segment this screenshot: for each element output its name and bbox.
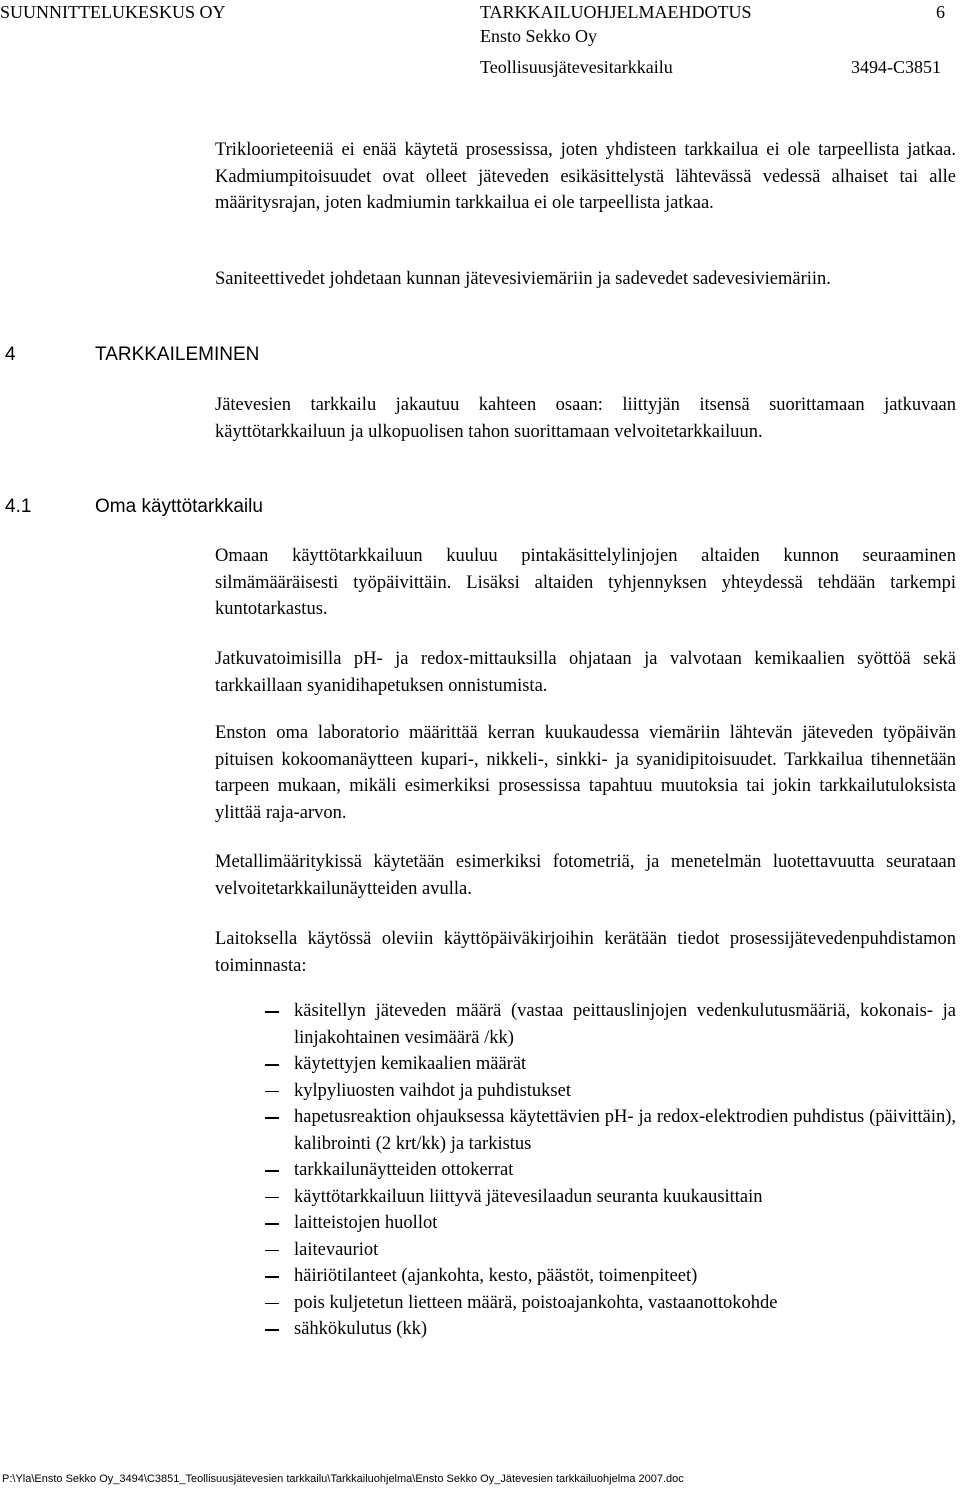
paragraph-ph-redox: Jatkuvatoimisilla pH- ja redox-mittauksilla ohjataan ja valvotaan kemikaalien syöttöä sekä tarkkaillaan syanidihapetuksen onnistumista. (215, 649, 956, 696)
dash-bullet-icon (265, 1223, 279, 1225)
list-item: tarkkailunäytteiden ottokerrat (215, 1157, 956, 1184)
list-item: pois kuljetetun lietteen määrä, poistoajankohta, vastaanottokohde (215, 1290, 956, 1317)
subject-line: Teollisuusjätevesitarkkailu (480, 57, 673, 77)
section-heading-4 (5, 343, 259, 367)
page-number: 6 (936, 2, 945, 22)
org-name: SUUNNITTELUKESKUS OY (0, 2, 226, 22)
section-title: Oma käyttötarkkailu (95, 496, 263, 517)
dash-bullet-icon (265, 1197, 279, 1199)
file-path-footer: P:\Yla\Ensto Sekko Oy_3494\C3851_Teollisuusjätevesien tarkkailu\Tarkkailuohjelma\Ensto Sekko Oy_Jätevesien tarkkailuohjelma 2007.doc (2, 1473, 684, 1485)
section-title: TARKKAILEMINEN (95, 344, 260, 365)
logbook-items-list (215, 998, 956, 1343)
section-heading-4-1 (5, 495, 263, 519)
paragraph-monitoring-split: Jätevesien tarkkailu jakautuu kahteen osaan: liittyjän itsensä suorittamaan jatkuvaan käyttötarkkailuun ja ulkopuolisen tahon suorittamaan velvoitetarkkailuun. (215, 395, 956, 442)
section-number: 4.1 (5, 496, 32, 517)
section-number: 4 (5, 344, 16, 365)
dash-bullet-icon (265, 1011, 279, 1013)
paragraph-metal-analysis: Metallimääritykissä käytetään esimerkiksi fotometriä, ja menetelmän luotettavuutta seurataan velvoitetarkkailunäytteiden avulla. (215, 852, 956, 899)
list-item: käyttötarkkailuun liittyvä jätevesilaadun seuranta kuukausittain (215, 1184, 956, 1211)
dash-bullet-icon (265, 1276, 279, 1278)
list-item: käsitellyn jäteveden määrä (vastaa peittauslinjojen vedenkulutusmääriä, kokonais- ja linjakohtainen vesimäärä /kk) (215, 998, 956, 1051)
list-item: laitteistojen huollot (215, 1210, 956, 1237)
list-item: sähkökulutus (kk) (215, 1316, 956, 1343)
paragraph-own-monitoring: Omaan käyttötarkkailuun kuuluu pintakäsittelylinjojen altaiden kunnon seuraaminen silmämääräisesti työpäivittäin. Lisäksi altaiden tyhjennyksen yhteydessä tehdään tarkempi kuntotarkastus. (215, 546, 956, 619)
paragraph-trichloroethylene: Trikloorieteeniä ei enää käytetä prosessissa, joten yhdisteen tarkkailua ei ole tarpeellista jatkaa. Kadmiumpitoisuudet ovat olleet jäteveden esikäsittelystä lähtevässä vedessä alhaiset tai alle määritysrajan, joten kadmiumin tarkkailua ei ole tarpeellista jatkaa. (215, 140, 956, 213)
list-item: laitevauriot (215, 1237, 956, 1264)
paragraph-laboratory: Enston oma laboratorio määrittää kerran kuukaudessa viemäriin lähtevän jäteveden työpäivän pituisen kokoomanäytteen kupari-, nikkeli-, sinkki- ja syanidipitoisuudet. Tarkkailua tihennetään tarpeen mukaan, mikäli esimerkiksi prosessissa tapahtuu muutoksia tai jokin tarkkailutuloksista ylittää raja-arvon. (215, 723, 956, 823)
list-item: kylpyliuosten vaihdot ja puhdistukset (215, 1078, 956, 1105)
dash-bullet-icon (265, 1329, 279, 1331)
list-item: häiriötilanteet (ajankohta, kesto, päästöt, toimenpiteet) (215, 1263, 956, 1290)
paragraph-logbooks: Laitoksella käytössä oleviin käyttöpäiväkirjoihin kerätään tiedot prosessijätevedenpuhdistamon toiminnasta: (215, 929, 956, 976)
dash-bullet-icon (265, 1117, 279, 1119)
dash-bullet-icon (265, 1303, 279, 1305)
list-item: hapetusreaktion ohjauksessa käytettävien pH- ja redox-elektrodien puhdistus (päivittäin), kalibrointi (2 krt/kk) ja tarkistus (215, 1104, 956, 1157)
dash-bullet-icon (265, 1250, 279, 1252)
document-title: TARKKAILUOHJELMAEHDOTUS (480, 2, 752, 22)
paragraph-sanitary-water: Saniteettivedet johdetaan kunnan jätevesiviemäriin ja sadevedet sadevesiviemäriin. (215, 269, 831, 289)
dash-bullet-icon (265, 1064, 279, 1066)
company-name: Ensto Sekko Oy (480, 26, 597, 46)
list-item: käytettyjen kemikaalien määrät (215, 1051, 956, 1078)
project-code: 3494-C3851 (851, 57, 941, 77)
dash-bullet-icon (265, 1091, 279, 1093)
dash-bullet-icon (265, 1170, 279, 1172)
